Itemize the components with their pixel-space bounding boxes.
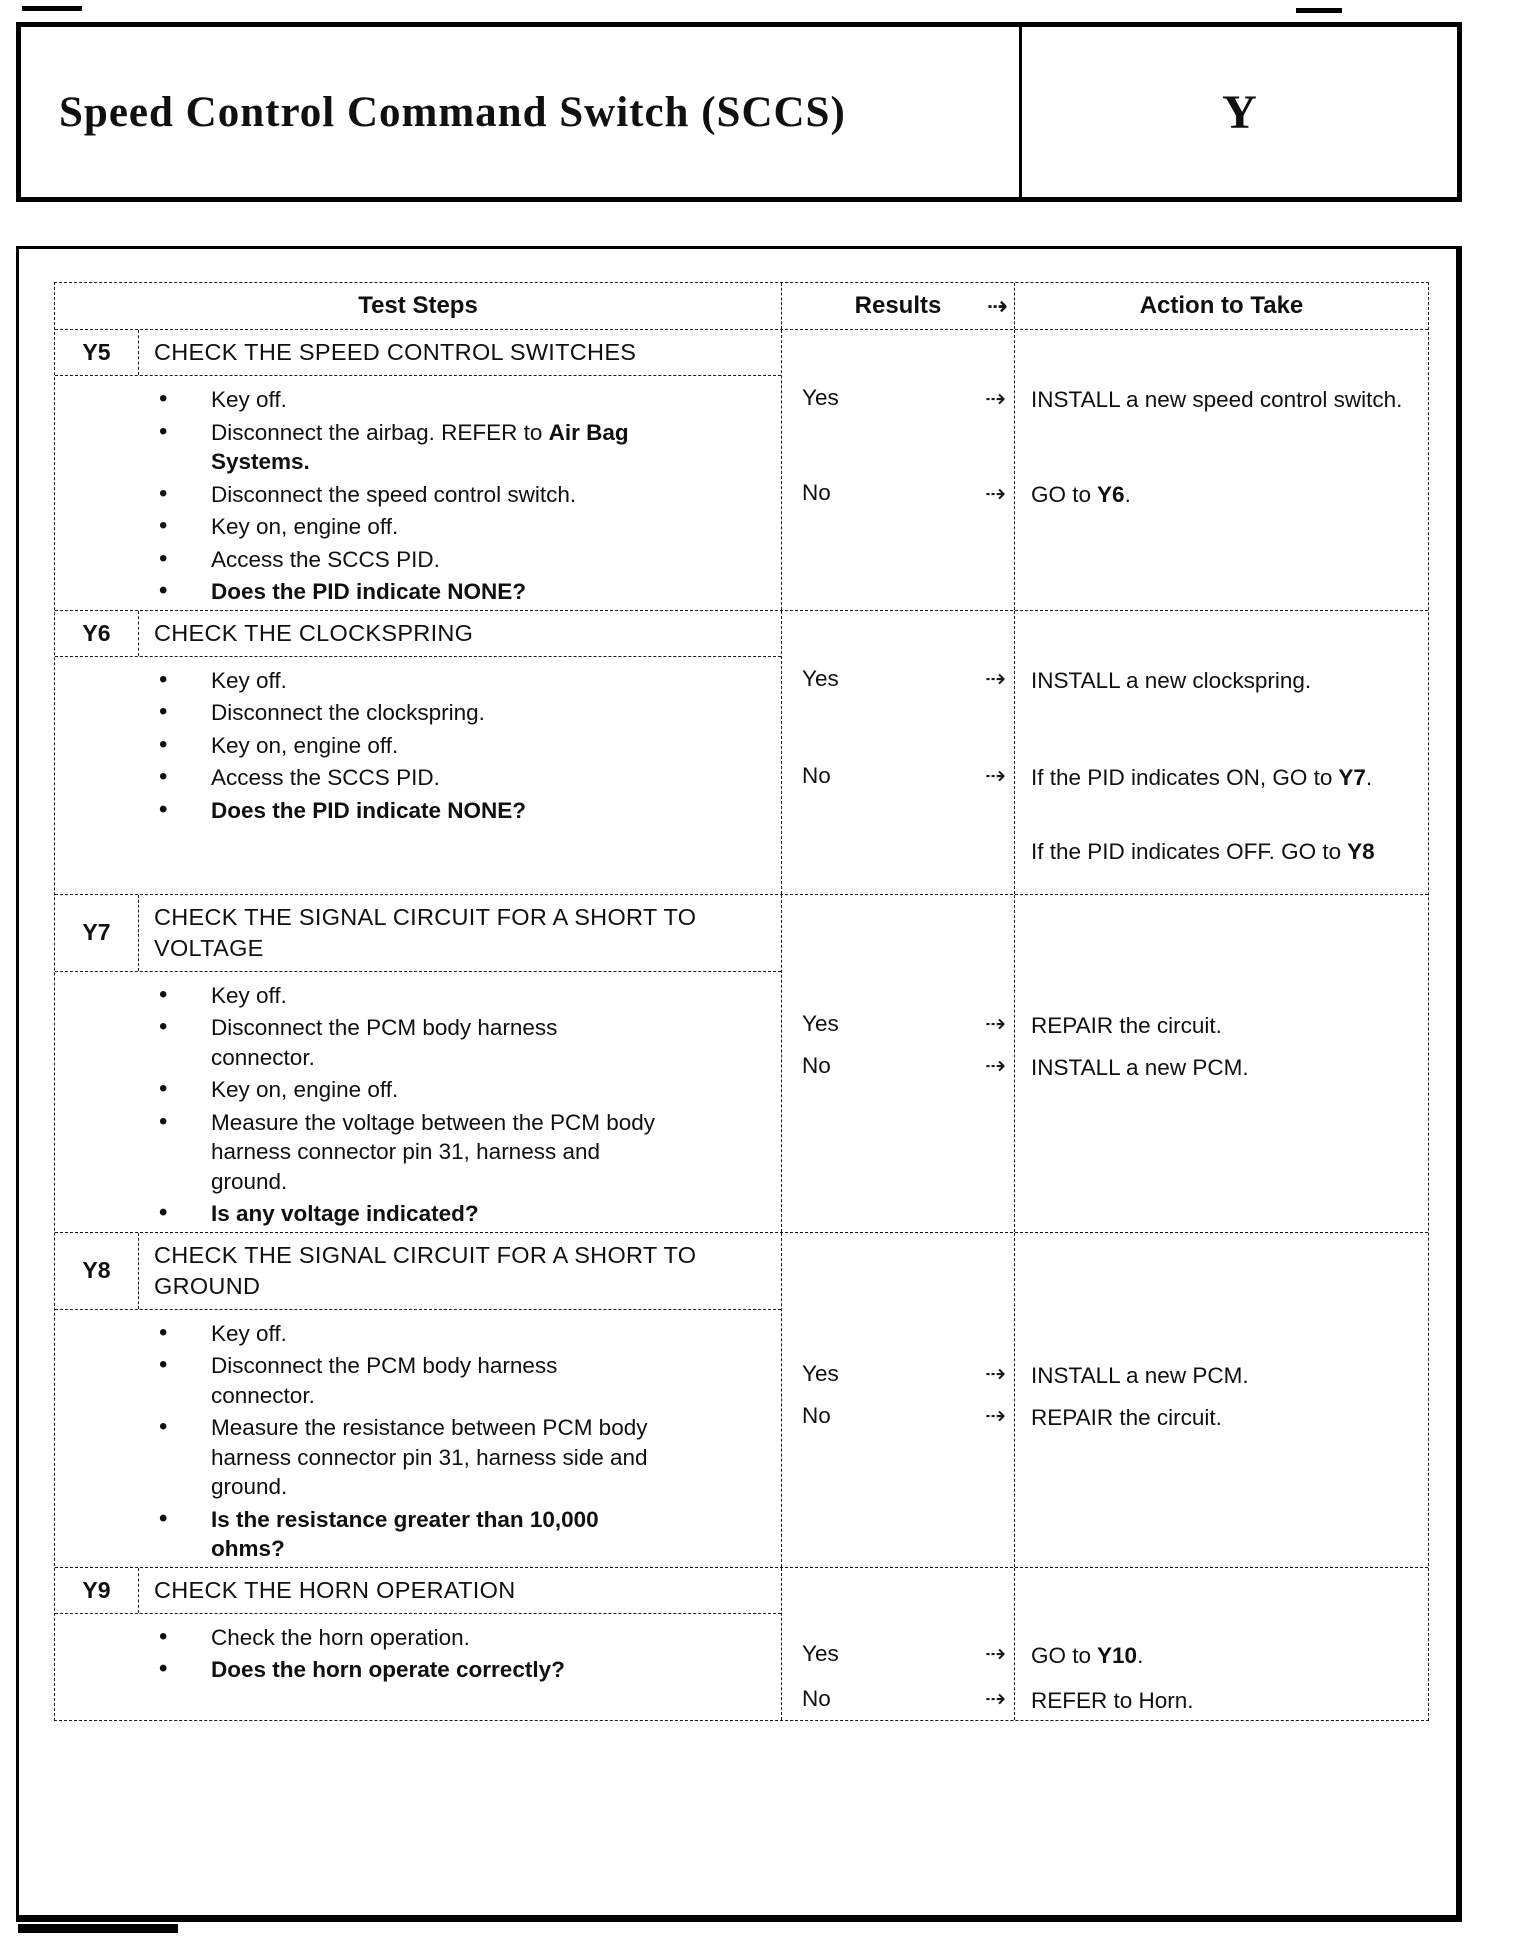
step-bullet: • Disconnect the speed control switch. <box>55 480 781 510</box>
scan-artifact <box>22 6 82 11</box>
result-label: No <box>802 1402 831 1428</box>
test-step-group-y7 <box>55 894 1428 1232</box>
step-bullet: • Key on, engine off. <box>55 1075 781 1105</box>
step-question-bullet: • Is the resistance greater than 10,000 ohms? <box>55 1505 781 1564</box>
test-steps-cell <box>55 1568 781 1720</box>
results-cell <box>781 1233 1014 1567</box>
result-entry <box>782 763 1014 789</box>
step-bullet: • Disconnect the PCM body harness connector. <box>55 1013 781 1072</box>
results-cell <box>781 611 1014 894</box>
step-title: CHECK THE SIGNAL CIRCUIT FOR A SHORT TO VOLTAGE <box>154 903 697 961</box>
result-label: Yes <box>802 1360 839 1386</box>
test-step-group-y5 <box>55 330 1428 610</box>
step-bullet: • Disconnect the PCM body harness connector. <box>55 1351 781 1410</box>
step-question-bullet: • Does the PID indicate NONE? <box>55 796 781 826</box>
result-label: Yes <box>802 1640 839 1666</box>
test-step-group-y6 <box>55 610 1428 894</box>
step-reference: Y7 <box>1338 764 1366 790</box>
step-bullet: • Disconnect the clockspring. <box>55 698 781 728</box>
action-entry: INSTALL a new speed control switch. <box>1031 387 1403 412</box>
step-bullet: • Key off. <box>55 666 781 696</box>
dashed-arrow-icon: ⇢ <box>985 664 1006 693</box>
step-reference: Y6 <box>1097 482 1125 507</box>
column-header-action-to-take: Action to Take <box>1014 283 1428 329</box>
document-header <box>16 22 1462 202</box>
pinpoint-test-box <box>16 246 1462 1922</box>
results-cell <box>781 1568 1014 1720</box>
step-reference: Y8 <box>1347 838 1375 864</box>
test-step-group-y8 <box>55 1232 1428 1567</box>
action-entry: INSTALL a new PCM. <box>1031 1054 1249 1080</box>
dashed-arrow-icon: ⇢ <box>985 1401 1006 1430</box>
result-label: Yes <box>802 665 839 691</box>
pinpoint-test-letter: Y <box>1222 85 1257 139</box>
test-steps-cell <box>55 1233 781 1567</box>
result-entry <box>782 385 1014 411</box>
step-bullet-list <box>55 385 781 607</box>
test-steps-cell <box>55 895 781 1232</box>
result-label: No <box>802 480 831 505</box>
step-title: CHECK THE SIGNAL CIRCUIT FOR A SHORT TO GROUND <box>154 1241 697 1299</box>
step-title: CHECK THE SPEED CONTROL SWITCHES <box>154 339 637 365</box>
step-bullet: • Key off. <box>55 981 781 1011</box>
result-label: No <box>802 762 831 788</box>
results-cell <box>781 895 1014 1232</box>
action-entry: INSTALL a new clockspring. <box>1031 667 1312 693</box>
action-entry: GO to Y10. <box>1031 1642 1144 1668</box>
step-title-row <box>55 1233 781 1310</box>
step-id: Y9 <box>55 1568 139 1613</box>
action-entry: If the PID indicates OFF. GO to Y8 <box>1031 838 1375 864</box>
result-entry <box>782 1686 1014 1712</box>
step-bullet: • Access the SCCS PID. <box>55 545 781 575</box>
action-entry: REPAIR the circuit. <box>1031 1404 1222 1430</box>
result-entry <box>782 1053 1014 1079</box>
dashed-arrow-icon: ⇢ <box>985 478 1006 508</box>
column-header-test-steps: Test Steps <box>358 292 478 319</box>
results-cell <box>781 330 1014 610</box>
step-bullet: • Measure the resistance between PCM body harness connector pin 31, harness side and ground. <box>55 1413 781 1502</box>
step-id: Y6 <box>55 611 139 656</box>
test-step-group-y9 <box>55 1567 1428 1720</box>
step-title-row <box>55 611 781 657</box>
action-entry: INSTALL a new PCM. <box>1031 1362 1249 1388</box>
action-cell <box>1014 611 1428 894</box>
dashed-arrow-icon: ⇢ <box>985 1051 1006 1080</box>
step-bullet: • Access the SCCS PID. <box>55 763 781 793</box>
result-entry <box>782 480 1014 506</box>
result-label: No <box>802 1052 831 1078</box>
step-bullet-list <box>55 666 781 826</box>
step-bullet: • Key on, engine off. <box>55 512 781 542</box>
dashed-arrow-icon: ⇢ <box>985 1639 1006 1668</box>
step-bullet: • Disconnect the airbag. REFER to Air Bag Systems. <box>55 418 781 477</box>
result-entry <box>782 1011 1014 1037</box>
result-entry <box>782 1403 1014 1429</box>
test-steps-cell <box>55 330 781 610</box>
step-title-row <box>55 330 781 376</box>
step-id: Y5 <box>55 330 139 375</box>
action-entry: If the PID indicates ON, GO to Y7. <box>1031 764 1373 790</box>
scan-artifact <box>18 1924 178 1933</box>
step-bullet-list <box>55 981 781 1229</box>
test-steps-cell <box>55 611 781 894</box>
step-id: Y7 <box>55 895 139 971</box>
result-label: Yes <box>802 1010 839 1036</box>
step-title: CHECK THE HORN OPERATION <box>154 1576 516 1603</box>
scan-artifact <box>1296 8 1342 13</box>
result-entry <box>782 1641 1014 1667</box>
result-label: Yes <box>802 385 839 410</box>
document-header-code-cell <box>1019 27 1457 197</box>
dashed-arrow-icon: ⇢ <box>985 761 1006 790</box>
step-bullet-list <box>55 1319 781 1564</box>
step-question-bullet: • Does the horn operate correctly? <box>55 1655 781 1685</box>
step-question-bullet: • Does the PID indicate NONE? <box>55 577 781 607</box>
pinpoint-test-table <box>54 282 1429 1721</box>
step-title-row <box>55 1568 781 1614</box>
step-bullet-list <box>55 1623 781 1685</box>
step-title: CHECK THE CLOCKSPRING <box>154 619 474 646</box>
step-title-row <box>55 895 781 972</box>
dashed-arrow-icon: ⇢ <box>985 1684 1006 1713</box>
step-reference: Y10 <box>1097 1642 1138 1668</box>
page-title: Speed Control Command Switch (SCCS) <box>59 88 846 136</box>
dashed-arrow-icon: ⇢ <box>985 1009 1006 1038</box>
step-bullet: • Check the horn operation. <box>55 1623 781 1653</box>
step-question-bullet: • Is any voltage indicated? <box>55 1199 781 1229</box>
action-entry: REPAIR the circuit. <box>1031 1012 1222 1038</box>
table-header-row <box>55 283 1428 330</box>
action-cell <box>1014 330 1428 610</box>
result-label: No <box>802 1685 831 1711</box>
document-header-title-cell <box>21 27 1019 197</box>
step-bullet: • Key on, engine off. <box>55 731 781 761</box>
dashed-arrow-icon: ⇢ <box>985 383 1006 413</box>
action-entry: GO to Y6. <box>1031 482 1131 507</box>
step-bullet: • Key off. <box>55 1319 781 1349</box>
action-cell <box>1014 1568 1428 1720</box>
column-header-results <box>781 283 1014 329</box>
action-entry: REFER to Horn. <box>1031 1687 1194 1713</box>
step-id: Y8 <box>55 1233 139 1309</box>
action-cell <box>1014 895 1428 1232</box>
action-cell <box>1014 1233 1428 1567</box>
step-bullet: • Key off. <box>55 385 781 415</box>
dashed-arrow-icon: ⇢ <box>985 1359 1006 1388</box>
step-bullet: • Measure the voltage between the PCM body harness connector pin 31, harness and ground. <box>55 1108 781 1197</box>
dashed-arrow-icon: ⇢ <box>987 291 1008 321</box>
results-header-label: Results <box>854 292 942 319</box>
result-entry <box>782 1361 1014 1387</box>
result-entry <box>782 666 1014 692</box>
